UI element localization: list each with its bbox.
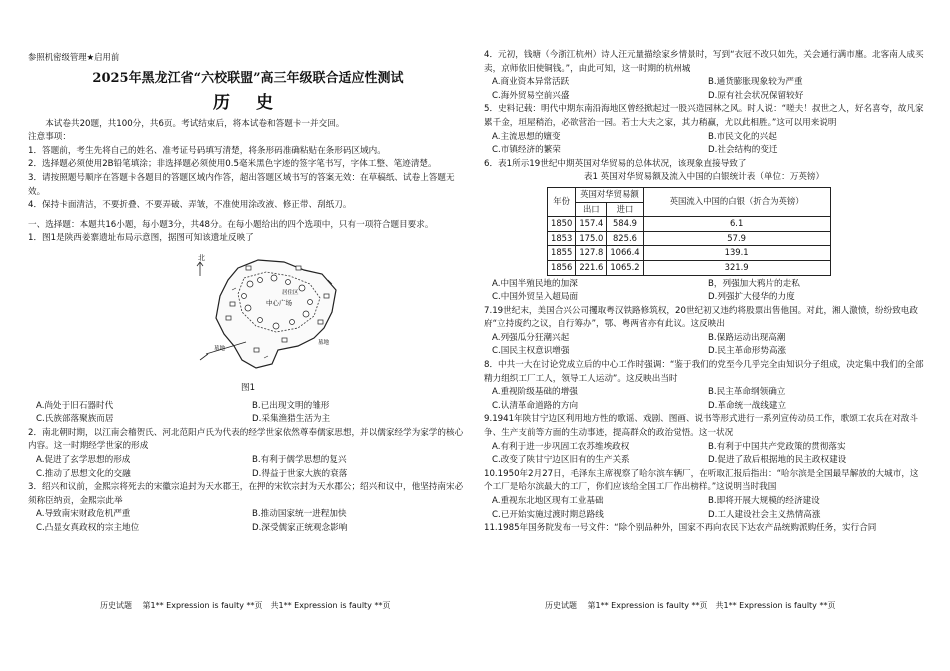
table-cell: 127.8 [576,246,607,261]
answer-option: A.列强瓜分狂潮兴起 [492,332,570,343]
exam-title: 2025年黑龙江省“六校联盟”高三年级联合适应性测试 [92,70,404,86]
answer-option: C.认清革命道路的方向 [492,400,579,411]
answer-option: D.促进了敌后根据地的民主政权建设 [708,455,847,466]
trade-table [547,187,831,276]
table-cell: 157.4 [576,217,607,232]
answer-option: D.革命统一战线建立 [708,400,787,411]
answer-option: A.商业资本异常活跃 [492,77,570,88]
answer-options [28,400,468,427]
table-cell: 825.6 [607,231,643,246]
table-cell: 1853 [548,231,576,246]
answer-option: C.国民主权意识增强 [492,346,570,357]
answer-option: B.民主革命纲领确立 [708,387,786,398]
answer-options [28,454,468,481]
answer-option: A.主流思想的嬗变 [492,131,561,142]
answer-option: D.原有社会状况保留较好 [708,90,804,101]
question-stem: 6．表1所示19世纪中期英国对华贸易的总体状况，该现象直接导致了 [484,158,747,169]
answer-option: A.尚处于旧石器时代 [36,400,114,411]
answer-option: C.已开始实施过渡时期总路线 [492,509,604,520]
residential-label: 居住区 [282,289,299,296]
table-header-import: 进口 [607,202,643,217]
table-cell: 221.6 [576,260,607,275]
note-item: 4．保持卡面清洁，不要折叠、不要弄破、弄皱，不准使用涂改液、修正带、刮纸刀。 [28,200,352,211]
table-row [548,217,831,232]
answer-options [484,76,924,103]
table-cell: 321.9 [643,260,830,275]
answer-option: C.氏族部落聚族而居 [36,414,114,425]
table-cell: 1850 [548,217,576,232]
table-cell: 1855 [548,246,576,261]
answer-options [484,131,924,158]
answer-option: D.深受儒家正统观念影响 [252,522,348,533]
table-header-silver: 英国流入中国的白银（折合为英镑） [643,187,830,216]
answer-options [484,495,924,522]
answer-option: C.中国外贸呈入超局面 [492,292,579,303]
answer-options [484,278,924,305]
table-cell: 1066.4 [607,246,643,261]
table-cell: 57.9 [643,231,830,246]
question-stem: 11.1985年国务院发布一号文件：“除个别品种外，国家不再向农民下达农产品统购派购任务，实行合同 [484,523,877,534]
figure-caption: 图1 [240,382,256,393]
question-stem: 2．南北朝时期，以江南会稽贺氏、河北范阳卢氏为代表的经学世家依然尊奉儒家思想，并以儒家经学为家学的核心内容。这一时期经学世家的形成 [28,427,464,452]
subject-title: 历 史 [213,92,283,113]
answer-option: D.列强扩大侵华的力度 [708,292,795,303]
answer-options [484,441,924,468]
answer-option: C.凸显女真政权的宗主地位 [36,522,140,533]
answer-option: C.推动了思想文化的交融 [36,468,131,479]
table-caption: 表1 英国对华贸易额及流入中国的白银统计表（单位：万英镑） [583,172,825,183]
cemetery-label: 墓地 [214,345,226,352]
question-stem: 8．中共一大在讨论党成立后的中心工作时强调：“鉴于我们的党至今几乎完全由知识分子组成，决定集中我们的全部精力组织工厂工人，领导工人运动”。这反映出当时 [484,360,924,384]
answer-options [28,508,468,535]
table-cell: 139.1 [643,246,830,261]
note-item: 3．请按照题号顺序在答题卡各题目的答题区域内作答，超出答题区域书写的答案无效：在草稿纸、试卷上答题无效。 [28,172,455,197]
table-header-year: 年份 [548,187,576,216]
note-item: 1．答题前，考生先将自己的姓名、准考证号码填写清楚，将条形码准确粘贴在条形码区域内。 [28,145,386,156]
center-plaza-label: 中心广场 [266,298,292,307]
confidential-label: 参照机密级管理★启用前 [28,52,120,62]
answer-option: C.海外贸易空前兴盛 [492,90,570,101]
answer-options [484,332,924,359]
answer-option: B.推动国家统一进程加快 [252,509,347,520]
answer-option: B.有利于儒学思想的复兴 [252,454,347,465]
answer-option: D.得益于世家大族的衰落 [252,468,348,479]
answer-option: D.民主革命形势高涨 [708,346,787,357]
answer-option: B.保路运动出现高潮 [708,332,786,343]
exam-intro: 本试卷共20题，共100分，共6页。考试结束后，将本试卷和答题卡一并交回。 [45,118,345,129]
question-stem: 5．史料记载：明代中期东南沿海地区曾经掀起过一股兴造园林之风。时人说：“嗟夫！叔世之人，好名喜夸，故凡家累千金，垣屋稍治，必欲营治一园。若士大夫之家，其力稍赢，尤以此相胜。”这可以用来说明 [484,104,924,128]
answer-option: B.已出现文明的雏形 [252,400,330,411]
table-row [548,246,831,261]
right-column [484,49,924,536]
question-stem: 7.19世纪末，美国合兴公司攫取粤汉铁路修筑权，20世纪初又违约将股票出售他国。对此，湘人激愤，纷纷致电政府“立持废约之议，自行筹办”，鄂、粤两省亦有此议。这反映出 [484,305,918,330]
answer-option: B，列强加大鸦片的走私 [708,278,800,289]
north-label: 北 [198,253,205,262]
answer-option: A.重视阶级基础的增强 [492,387,578,398]
table-cell: 584.9 [607,217,643,232]
answer-option: D.工人建设社会主义热情高涨 [708,509,821,520]
answer-option: A.重视东北地区现有工业基础 [492,496,604,506]
table-header-export: 出口 [576,202,607,217]
answer-option: A.中国半殖民地的加深 [492,278,578,289]
answer-option: B.通货膨胀现象较为严重 [708,77,803,88]
page-footer-left: 历史试题 第1** Expression is faulty **页 共1** Expression is faulty **页 [100,601,391,610]
cemetery-label: 墓地 [318,339,330,346]
question-stem: 3．绍兴和议前，金熙宗将死去的宋徽宗追封为天水郡王，在押的宋钦宗封为天水郡公；绍兴和议中，他坚持南宋必须称臣纳贡，金熙宗此举 [28,482,464,506]
table-cell: 6.1 [643,217,830,232]
site-map-drawing [186,250,346,380]
answer-option: C.市镇经济的繁荣 [492,145,561,156]
table-cell: 175.0 [576,231,607,246]
question-stem: 1．图1是陕西姜寨遗址布局示意图，据图可知该遗址反映了 [28,233,254,244]
table-row [548,260,831,275]
table-cell: 1065.2 [607,260,643,275]
answer-option: B.有利于中国共产党政策的贯彻落实 [708,441,846,452]
question-stem: 4．元初，钱塘（今浙江杭州）诗人汪元量描绘家乡情景时，写到“衣冠不改只如先，关会通行满市廛。北客南人成买卖，京师依旧使铜钱。”，由此可知，这一时期的杭州城 [484,50,924,74]
notes-heading: 注意事项： [28,132,71,143]
note-item: 2．选择题必须使用2B铅笔填涂；非选择题必须使用0.5毫米黑色字迹的签字笔书写，字体工整、笔迹清楚。 [28,159,437,170]
page-footer-right: 历史试题 第1** Expression is faulty **页 共1** Expression is faulty **页 [545,601,836,610]
table-row [548,231,831,246]
answer-option: A.导致南宋财政危机严重 [36,509,131,520]
question-stem: 9.1941年陕甘宁边区利用地方性的歌谣、戏剧、图画、说书等形式进行一系列宣传动员工作，歌颂工农兵在对敌斗争、生产支前等方面的生动事迹，提高群众的政治觉悟。这一状况 [484,414,918,439]
answer-options [484,386,924,413]
answer-option: C.改变了陕甘宁边区旧有的生产关系 [492,455,630,466]
section-heading: 一、选择题：本题共16小题，每小题3分，共48分。在每小题给出的四个选项中，只有一项符合题目要求。 [28,219,434,230]
answer-option: B.即将开展大规模的经济建设 [708,496,820,506]
answer-option: B.市民文化的兴起 [708,131,777,142]
question-stem: 10.1950年2月27日，毛泽东主席视察了哈尔滨车辆厂，在听取汇报后指出：“哈尔滨是全国最早解放的大城市，这个工厂是哈尔滨最大的工厂，你们应该给全国工厂作出榜样。”这说明当时我国 [484,468,919,493]
answer-option: A.促进了玄学思想的形成 [36,454,131,465]
table-header-trade: 英国对华贸易额 [576,187,643,202]
table-cell: 1856 [548,260,576,275]
left-column [28,0,468,535]
answer-option: D.采集渔猎生活为主 [252,414,331,425]
answer-option: A.有利于进一步巩固工农苏维埃政权 [492,441,630,452]
answer-option: D.社会结构的变迁 [708,145,778,156]
site-map-figure [186,250,346,380]
